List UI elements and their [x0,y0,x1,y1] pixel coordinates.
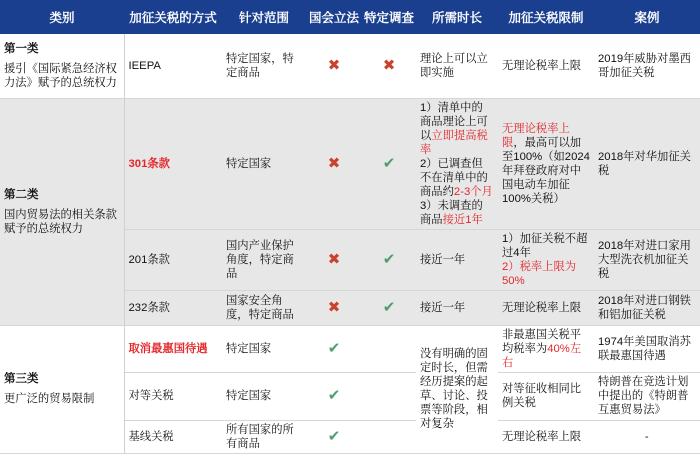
category-cell-1 [0,34,124,98]
category-title: 第三类 [4,373,39,385]
congress-cell [306,34,362,98]
check-icon: ✔ [382,298,396,316]
header-scope: 针对范围 [222,0,306,34]
limit-text: 非最惠国关税平均税率为 [502,328,582,355]
duration-text: 1）清单中的商品理论上可以 [420,101,488,142]
header-congress: 国会立法 [306,0,362,34]
category-desc: 援引《国际紧急经济权力法》赋予的总统权力 [4,62,117,89]
investigation-cell [362,290,416,325]
congress-cell [306,325,362,372]
method-cell: 取消最惠国待遇 [124,325,222,372]
case-cell: 2019年威胁对墨西哥加征关税 [594,34,700,98]
method-cell: 232条款 [124,290,222,325]
investigation-cell [362,325,416,372]
header-investigation: 特定调查 [362,0,416,34]
scope-cell: 特定国家 [222,372,306,420]
duration-cell: 没有明确的固定时长，但需经历提案的起草、讨论、投票等阶段，相对复杂 [416,325,498,453]
header-limit: 加征关税限制 [498,0,594,34]
scope-cell: 特定国家 [222,98,306,229]
check-icon: ✔ [382,250,396,268]
investigation-cell [362,98,416,229]
duration-cell: 接近一年 [416,290,498,325]
limit-cell [498,98,594,229]
table-row-301 [0,98,700,229]
method-cell: 201条款 [124,229,222,290]
case-cell: 特朗普在竞选计划中提出的《特朗普互惠贸易法》 [594,372,700,420]
limit-cell [498,325,594,372]
case-cell: 1974年美国取消苏联最惠国待遇 [594,325,700,372]
limit-highlight: 40%左右 [502,342,582,369]
case-cell: 2018年对进口钢铁和铝加征关税 [594,290,700,325]
duration-cell: 接近一年 [416,229,498,290]
scope-cell: 特定国家 [222,325,306,372]
cross-icon: ✖ [327,250,341,268]
cross-icon: ✖ [327,298,341,316]
scope-cell: 所有国家的所有商品 [222,420,306,453]
limit-cell [498,229,594,290]
category-desc: 更广泛的贸易限制 [4,393,95,405]
limit-cell: 对等征收相同比例关税 [498,372,594,420]
check-icon: ✔ [327,339,341,357]
case-cell: 2018年对华加征关税 [594,98,700,229]
limit-cell: 无理论税率上限 [498,290,594,325]
duration-text: 3）未调查的商品 [420,199,483,226]
table-row-ieepa [0,34,700,98]
investigation-cell [362,372,416,420]
duration-highlight: 立即提高税率 [420,129,488,156]
duration-cell: 理论上可以立即实施 [416,34,498,98]
investigation-cell [362,229,416,290]
duration-text: 2）已调查但不在清单中的商品约 [420,157,488,198]
limit-highlight: 无理论税率上限 [502,122,570,149]
category-title: 第二类 [4,188,39,201]
header-category: 类别 [0,0,124,34]
method-cell: 对等关税 [124,372,222,420]
limit-text: ，最高可以加至100%（如2024年拜登政府对中国电动车加征100%关税） [502,136,590,205]
limit-text: 1）加征关税不超过4年 [502,232,588,259]
cross-icon: ✖ [327,154,341,172]
check-icon: ✔ [327,427,341,445]
category-cell-2 [0,98,124,325]
limit-highlight: 2）税率上限为50% [502,260,577,287]
scope-cell: 特定国家，特定商品 [222,34,306,98]
method-cell: 基线关税 [124,420,222,453]
scope-cell: 国家安全角度，特定商品 [222,290,306,325]
investigation-cell [362,34,416,98]
table-row-mfn [0,325,700,372]
category-title: 第一类 [4,42,39,55]
method-cell: 301条款 [124,98,222,229]
duration-cell [416,98,498,229]
method-cell: IEEPA [124,34,222,98]
category-cell-3 [0,325,124,453]
check-icon: ✔ [327,387,341,404]
duration-highlight: 接近1年 [442,213,483,226]
header-duration: 所需时长 [416,0,498,34]
header-method: 加征关税的方式 [124,0,222,34]
limit-cell: 无理论税率上限 [498,34,594,98]
check-icon: ✔ [382,154,396,172]
case-cell: - [594,420,700,453]
scope-cell: 国内产业保护角度，特定商品 [222,229,306,290]
investigation-cell [362,420,416,453]
congress-cell [306,229,362,290]
limit-cell: 无理论税率上限 [498,420,594,453]
category-desc: 国内贸易法的相关条款赋予的总统权力 [4,208,117,235]
congress-cell [306,420,362,453]
header-row [0,0,700,34]
cross-icon: ✖ [382,56,396,74]
case-cell: 2018年对进口家用大型洗衣机加征关税 [594,229,700,290]
congress-cell [306,372,362,420]
cross-icon: ✖ [327,56,341,74]
header-case: 案例 [594,0,700,34]
congress-cell [306,98,362,229]
congress-cell [306,290,362,325]
duration-highlight: 2-3个月 [453,185,493,198]
